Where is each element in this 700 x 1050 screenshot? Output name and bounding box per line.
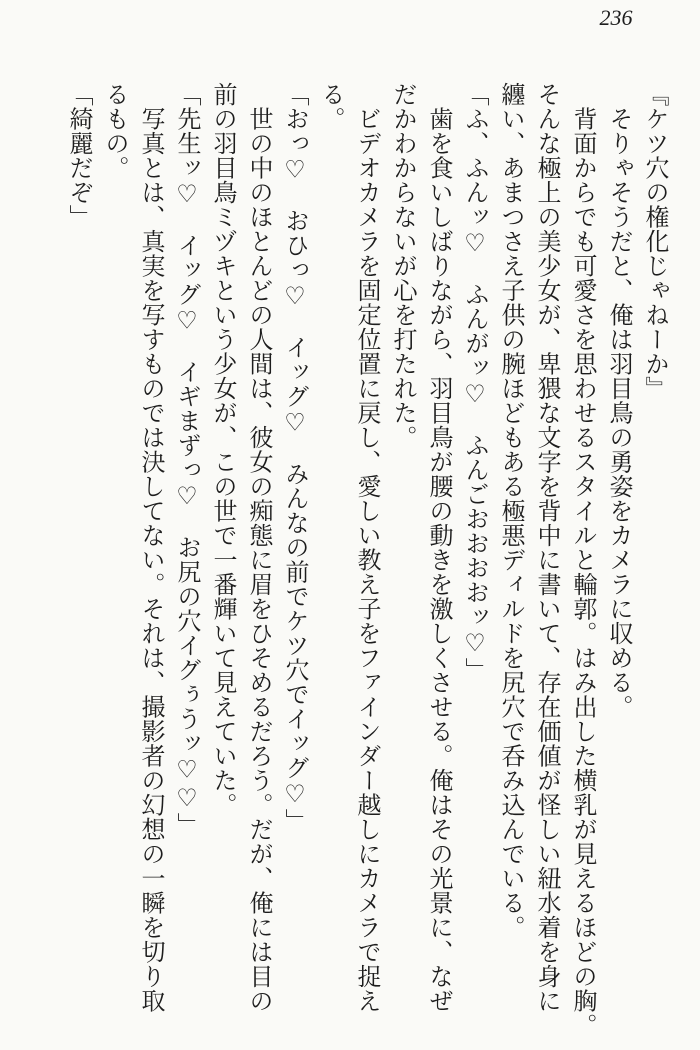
text-line: ビデオカメラを固定位置に戻し、愛しい教え子をファインダー越しにカメラで捉え	[353, 82, 379, 1013]
text-line: 「おっ♡ おひっ♡ イッグ♡ みんなの前でケツ穴でイッグ♡」	[281, 82, 307, 833]
page-number: 236	[599, 5, 633, 30]
text-line: る。	[317, 82, 343, 131]
vertical-text-block	[60, 82, 672, 1042]
text-line: 写真とは、真実を写すものでは決してない。それは、撮影者の幻想の一瞬を切り取	[137, 82, 163, 1013]
text-line: そんな極上の美少女が、卑猥な文字を背中に書いて、存在価値が怪しい紐水着を身に	[533, 82, 559, 1013]
text-line: 前の羽目鳥ミヅキという少女が、この世で一番輝いて見えていた。	[209, 82, 235, 817]
text-line: 世の中のほとんどの人間は、彼女の痴態に眉をひそめるだろう。だが、俺には目の	[245, 82, 271, 1013]
text-line: 『ケツ穴の権化じゃねーか』	[641, 82, 667, 401]
text-line: だかわからないが心を打たれた。	[389, 82, 415, 450]
text-line: 「先生ッ♡ イッグ♡ イギまずっ♡ お尻の穴イグぅうッ♡♡」	[173, 82, 199, 837]
text-line: そりゃそうだと、俺は羽目鳥の勇姿をカメラに収める。	[605, 82, 631, 719]
text-line: 歯を食いしばりながら、羽目鳥が腰の動きを激しくさせる。俺はその光景に、なぜ	[425, 82, 451, 1013]
text-line: 纏い、あまつさえ子供の腕ほどもある極悪ディルドを尻穴で呑み込んでいる。	[497, 82, 523, 940]
text-line: 「ふ、ふんッ♡ ふんがッ♡ ふんごおおおおッ♡」	[461, 82, 487, 682]
text-line: るもの。	[101, 82, 127, 180]
text-line: 「綺麗だぞ」	[65, 82, 91, 229]
text-line: 背面からでも可愛さを思わせるスタイルと輪郭。はみ出した横乳が見えるほどの胸。	[569, 82, 595, 1038]
